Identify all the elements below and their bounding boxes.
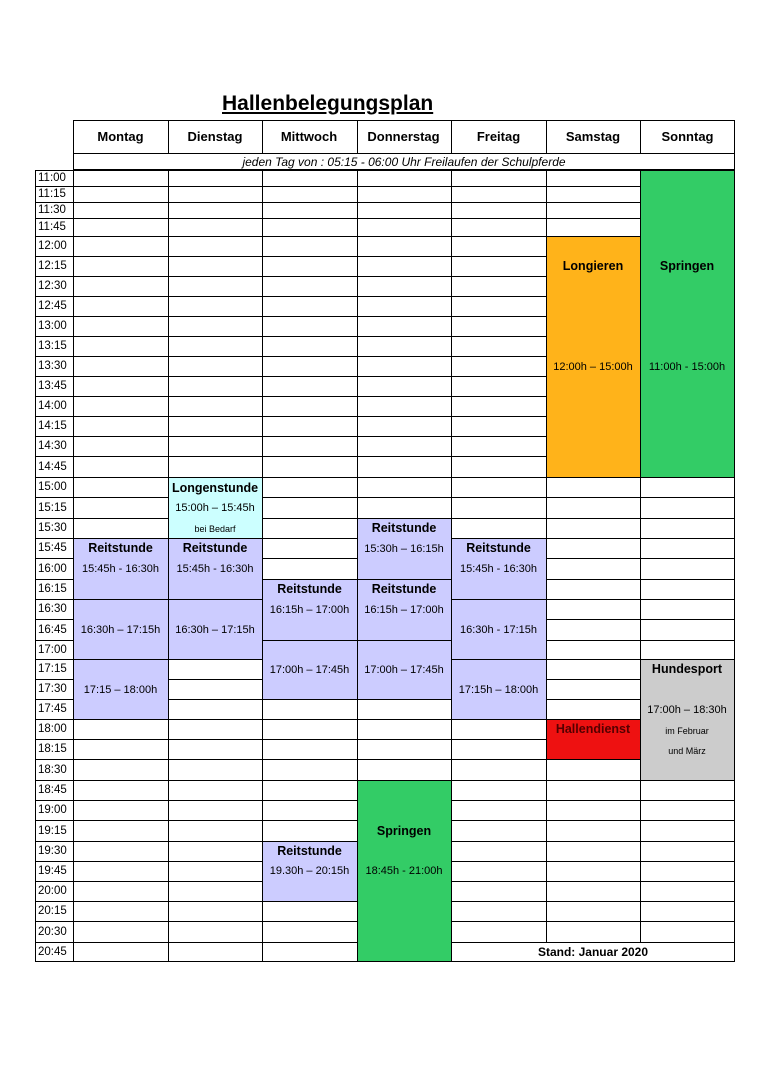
- montag-reitstunde-3-time: 17:15 – 18:00h: [83, 684, 158, 696]
- time-label: 19:45: [38, 865, 67, 877]
- time-label: 18:30: [38, 763, 67, 776]
- dienstag-reitstunde-2-time: 16:30h – 17:15h: [175, 624, 255, 636]
- donnerstag-reitstunde-2-label: Reitstunde: [371, 582, 437, 596]
- time-label: 19:30: [38, 845, 67, 857]
- time-label: 13:00: [38, 320, 67, 332]
- time-label: 14:30: [38, 440, 67, 452]
- donnerstag-reitstunde-1-time: 15:30h – 16:15h: [364, 543, 444, 555]
- page-title: Hallenbelegungsplan: [222, 92, 434, 115]
- day-header-montag: Montag: [97, 129, 144, 144]
- samstag-longieren-label: Longieren: [562, 259, 624, 273]
- freitag-reitstunde-1-label: Reitstunde: [466, 541, 531, 555]
- time-label: 14:15: [38, 420, 67, 432]
- samstag-longieren-time: 12:00h – 15:00h: [553, 361, 633, 373]
- time-label: 18:15: [38, 743, 67, 755]
- sonntag-hundesport-time: 17:00h – 18:30h: [647, 704, 727, 716]
- time-label: 13:45: [38, 380, 67, 392]
- dienstag-longenstunde-label: Longenstunde: [171, 481, 259, 495]
- mittwoch-reitstunde-1-label: Reitstunde: [277, 582, 342, 596]
- time-label: 17:45: [38, 703, 67, 715]
- montag-reitstunde-1-time: 15:45h - 16:30h: [81, 563, 160, 575]
- time-label: 11:45: [38, 221, 66, 233]
- time-label: 11:15: [38, 188, 66, 200]
- day-header-sonntag: Sonntag: [661, 129, 714, 144]
- freitag-reitstunde-1-time: 15:45h - 16:30h: [459, 563, 538, 575]
- dienstag-reitstunde-1-label: Reitstunde: [182, 541, 248, 555]
- time-label: 16:45: [38, 623, 67, 636]
- time-label: 17:00: [38, 643, 67, 656]
- mittwoch-reitstunde-3-time: 19.30h – 20:15h: [269, 865, 350, 877]
- donnerstag-reitstunde-3-time: 17:00h – 17:45h: [364, 664, 444, 676]
- time-label: 20:00: [38, 885, 67, 897]
- time-label: 15:30: [38, 522, 67, 534]
- day-header-dienstag: Dienstag: [187, 129, 243, 144]
- sonntag-springen-time: 11:00h - 15:00h: [648, 361, 726, 373]
- donnerstag-springen-label: Springen: [376, 824, 432, 838]
- day-header-samstag: Samstag: [565, 129, 621, 144]
- time-label: 15:00: [38, 481, 67, 493]
- time-label: 17:15: [38, 663, 67, 675]
- time-label: 14:45: [38, 460, 67, 473]
- stand-date: Stand: Januar 2020: [537, 945, 649, 959]
- time-label: 20:45: [38, 946, 67, 958]
- time-label: 19:15: [38, 824, 67, 837]
- freitag-reitstunde-3-time: 17:15h – 18:00h: [458, 684, 539, 696]
- time-label: 14:00: [38, 400, 67, 412]
- time-label: 16:15: [38, 583, 67, 595]
- time-label: 20:15: [38, 905, 67, 917]
- time-label: 17:30: [38, 683, 67, 695]
- time-label: 16:30: [38, 603, 67, 615]
- donnerstag-reitstunde-2-time: 16:15h – 17:00h: [364, 604, 444, 616]
- time-label: 20:30: [38, 925, 67, 938]
- time-label: 18:45: [38, 784, 67, 796]
- time-label: 15:15: [38, 501, 67, 514]
- dienstag-reitstunde-1-time: 15:45h - 16:30h: [176, 563, 254, 575]
- time-label: 16:00: [38, 562, 67, 575]
- time-label: 12:15: [38, 260, 67, 272]
- donnerstag-springen-time: 18:45h - 21:00h: [365, 865, 443, 877]
- day-header-donnerstag: Donnerstag: [367, 129, 440, 144]
- dienstag-longenstunde-note: bei Bedarf: [194, 524, 236, 534]
- time-label: 12:00: [38, 240, 67, 252]
- sonntag-hundesport-note-2: und März: [668, 746, 706, 756]
- sonntag-hundesport-label: Hundesport: [651, 662, 723, 676]
- samstag-hallendienst-label: Hallendienst: [555, 722, 631, 736]
- daily-note: jeden Tag von : 05:15 - 06:00 Uhr Freilaufen der Schulpferde: [242, 154, 566, 169]
- mittwoch-reitstunde-2-time: 17:00h – 17:45h: [269, 664, 350, 676]
- time-label: 18:00: [38, 723, 67, 735]
- mittwoch-reitstunde-1-time: 16:15h – 17:00h: [269, 604, 350, 616]
- time-label: 13:30: [38, 360, 67, 372]
- time-label: 15:45: [38, 542, 67, 554]
- time-label: 19:00: [38, 804, 67, 816]
- time-label: 11:30: [38, 204, 66, 216]
- time-label: 12:30: [38, 280, 67, 292]
- time-label: 12:45: [38, 300, 67, 312]
- dienstag-longenstunde-time: 15:00h – 15:45h: [175, 502, 255, 514]
- sonntag-hundesport-note-1: im Februar: [665, 726, 709, 736]
- montag-reitstunde-2-time: 16:30h – 17:15h: [80, 624, 161, 636]
- donnerstag-reitstunde-1-label: Reitstunde: [371, 521, 437, 535]
- time-label: 13:15: [38, 340, 67, 352]
- day-header-mittwoch: Mittwoch: [280, 129, 338, 144]
- mittwoch-reitstunde-3-label: Reitstunde: [277, 844, 342, 858]
- freitag-reitstunde-2-time: 16:30h - 17:15h: [459, 624, 538, 636]
- day-header-freitag: Freitag: [476, 129, 521, 144]
- time-label: 11:00: [38, 172, 66, 184]
- montag-reitstunde-1-label: Reitstunde: [88, 541, 153, 555]
- sonntag-springen-label: Springen: [659, 259, 715, 273]
